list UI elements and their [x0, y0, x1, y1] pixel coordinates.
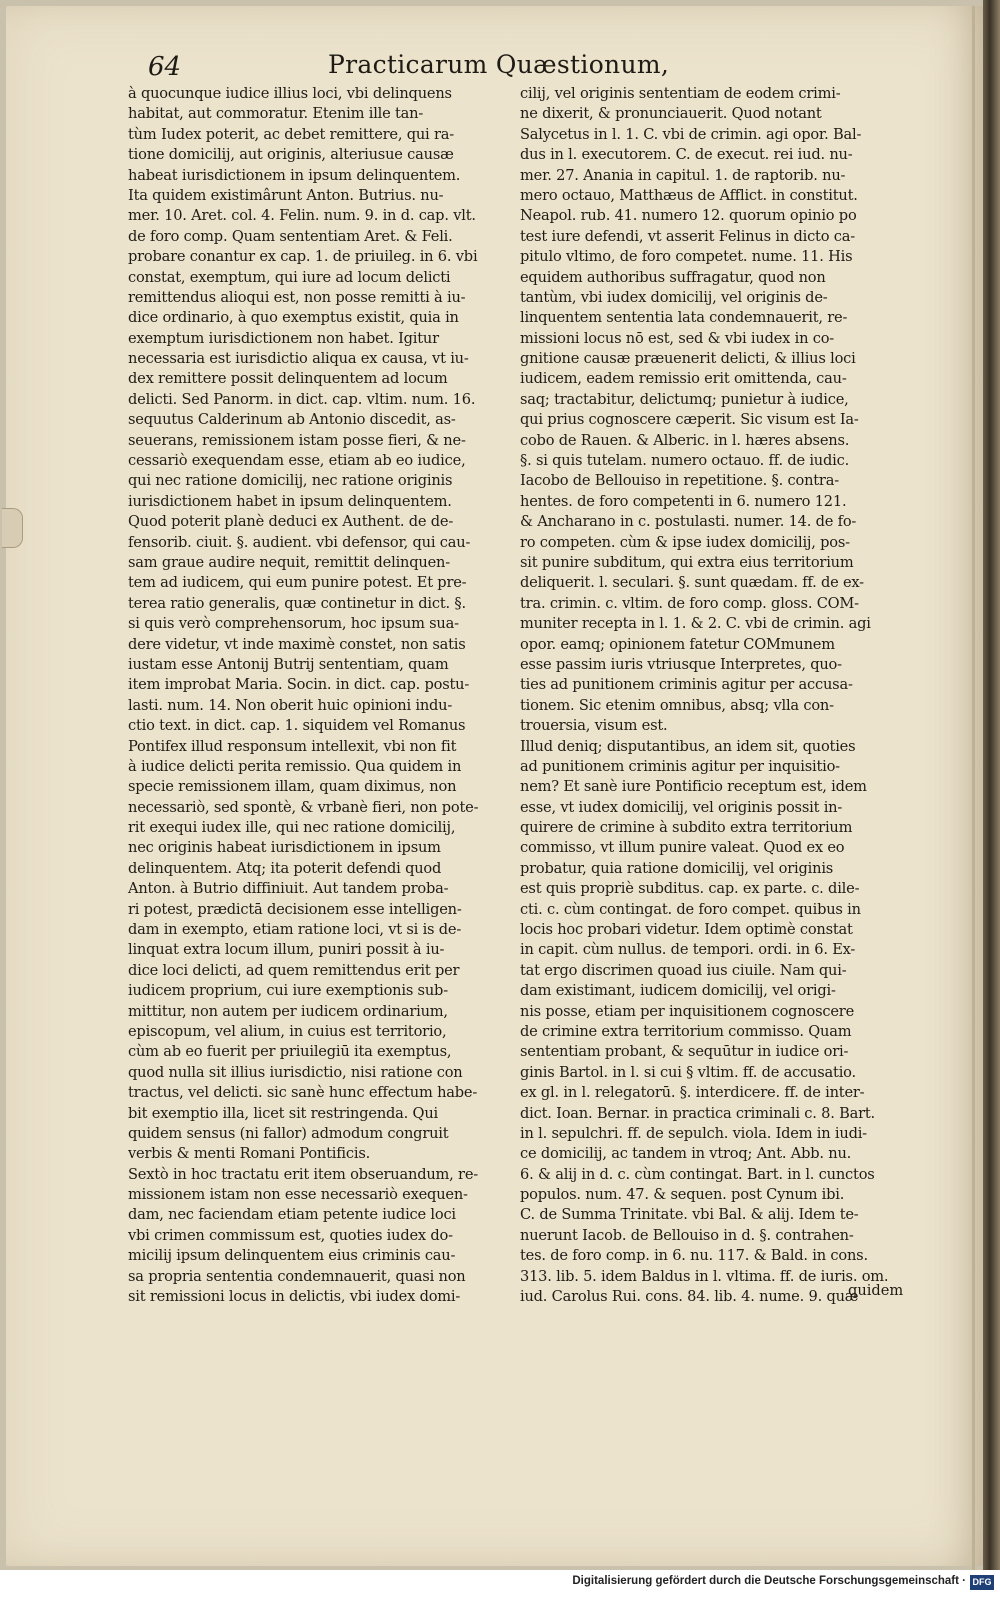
text-line: qui nec ratione domicilij, nec ratione originis	[128, 472, 453, 490]
text-line: dice ordinario, à quo exemptus existit, quia in	[128, 309, 459, 327]
text-line: iud. Carolus Rui. cons. 84. lib. 4. nume. 9. quæ	[520, 1288, 859, 1306]
text-line: §. si quis tutelam. numero octauo. ff. de iudic.	[520, 452, 850, 470]
text-line: commisso, vt illum punire valeat. Quod ex eo	[520, 839, 845, 857]
text-line: Ita quidem existimârunt Anton. Butrius. nu-	[128, 186, 444, 204]
text-line: 6. & alij in d. c. cùm contingat. Bart. in l. cunctos	[520, 1165, 875, 1183]
right-text-column	[520, 84, 890, 1307]
text-line: rit exequi iudex ille, qui nec ratione domicilij,	[128, 819, 456, 837]
text-line: missionem istam non esse necessariò exequen-	[128, 1186, 468, 1204]
text-line: probatur, quia ratione domicilij, vel originis	[520, 859, 834, 877]
text-line: tra. crimin. c. vltim. de foro comp. gloss. COM-	[520, 594, 859, 612]
folio-number: 64	[148, 52, 182, 82]
text-line: mittitur, non autem per iudicem ordinarium,	[128, 1002, 448, 1020]
text-line: Salycetus in l. 1. C. vbi de crimin. agi opor. Bal-	[520, 125, 862, 143]
text-line: equidem authoribus suffragatur, quod non	[520, 268, 826, 286]
text-line: tantùm, vbi iudex domicilij, vel originis de-	[520, 288, 828, 306]
text-line: ri potest, prædictā decisionem esse intelligen-	[128, 900, 462, 918]
text-line: esse, vt iudex domicilij, vel originis possit in-	[520, 798, 843, 816]
text-line: Illud deniq; disputantibus, an idem sit, quoties	[520, 737, 856, 755]
text-line: locis hoc probari videtur. Idem optimè constat	[520, 921, 853, 939]
text-line: item improbat Maria. Socin. in dict. cap. postu-	[128, 676, 470, 694]
text-line: constat, exemptum, qui iure ad locum delicti	[128, 268, 451, 286]
running-title: Practicarum Quæstionum,	[328, 50, 670, 79]
text-line: ro competen. cùm & ipse iudex domicilij, pos-	[520, 533, 850, 551]
text-line: à iudice delicti perita remissio. Qua quidem in	[128, 757, 462, 775]
text-line: dam, nec faciendam etiam petente iudice loci	[128, 1206, 456, 1224]
text-line: sententiam probant, & sequūtur in iudice ori-	[520, 1043, 849, 1061]
text-line: tes. de foro comp. in 6. nu. 117. & Bald. in cons.	[520, 1247, 868, 1265]
left-text-column	[128, 84, 510, 1307]
text-line: dam in exempto, etiam ratione loci, vt si is de-	[128, 921, 462, 939]
text-line: iudicem proprium, cui iure exemptionis sub-	[128, 982, 448, 1000]
text-line: qui prius cognoscere cæperit. Sic visum est Ia-	[520, 411, 859, 429]
text-line: in l. sepulchri. ff. de sepulch. viola. Idem in iudi-	[520, 1124, 867, 1142]
text-line: nuerunt Iacob. de Bellouiso in d. §. contrahen-	[520, 1226, 854, 1244]
text-line: dice loci delicti, ad quem remittendus erit per	[128, 961, 460, 979]
text-line: trouersia, visum est.	[520, 717, 668, 735]
text-line: Pontifex illud responsum intellexit, vbi non fit	[128, 737, 457, 755]
text-line: & Ancharano in c. postulasti. numer. 14. de fo-	[520, 513, 857, 531]
text-line: ties ad punitionem criminis agitur per accusa-	[520, 676, 853, 694]
text-line: deliquerit. l. seculari. §. sunt quædam. ff. de ex-	[520, 574, 864, 592]
text-line: 313. lib. 5. idem Baldus in l. vltima. ff. de iuris. om.	[520, 1267, 889, 1285]
text-line: de foro comp. Quam sententiam Aret. & Feli.	[128, 227, 453, 245]
text-line: sa propria sententia condemnauerit, quasi non	[128, 1267, 466, 1285]
text-line: esse passim iuris vtriusque Interpretes, quo-	[520, 655, 842, 673]
text-line: micilij ipsum delinquentem eius criminis cau-	[128, 1247, 456, 1265]
text-line: est quis propriè subditus. cap. ex parte. c. dile-	[520, 880, 860, 898]
text-line: seuerans, remissionem istam posse fieri, & ne-	[128, 431, 466, 449]
text-line: mer. 27. Anania in capitul. 1. de raptorib. nu-	[520, 166, 846, 184]
book-gutter	[983, 0, 1000, 1570]
text-line: Anton. à Butrio diffiniuit. Aut tandem proba-	[128, 880, 449, 898]
text-line: tùm Iudex poterit, ac debet remittere, qui ra-	[128, 125, 454, 143]
text-line: fensorib. ciuit. §. audient. vbi defensor, qui cau-	[128, 533, 471, 551]
text-line: sam graue audire nequit, remittit delinquen-	[128, 553, 450, 571]
text-line: specie remissionem illam, quam diximus, non	[128, 778, 457, 796]
text-line: necessariò, sed spontè, & vrbanè fieri, non pote-	[128, 798, 479, 816]
page-edge-line	[972, 6, 975, 1576]
text-line: dict. Ioan. Bernar. in practica criminali c. 8. Bart.	[520, 1104, 875, 1122]
text-line: dus in l. executorem. C. de execut. rei iud. nu-	[520, 146, 853, 164]
text-line: remittendus alioqui est, non posse remitti à iu-	[128, 288, 466, 306]
text-line: Iacobo de Bellouiso in repetitione. §. contra-	[520, 472, 839, 490]
text-line: sit punire subditum, qui extra eius territorium	[520, 553, 854, 571]
text-line: mero octauo, Matthæus de Afflict. in constitut.	[520, 186, 858, 204]
text-line: cessariò exequendam esse, etiam ab eo iudice,	[128, 452, 466, 470]
text-line: iustam esse Antonij Butrij sententiam, quam	[128, 655, 449, 673]
text-line: ad punitionem criminis agitur per inquisitio-	[520, 757, 840, 775]
text-line: episcopum, vel alium, in cuius est territorio,	[128, 1022, 447, 1040]
text-line: tat ergo discrimen quoad ius ciuile. Nam qui-	[520, 961, 847, 979]
catchword: quidem	[848, 1282, 904, 1299]
text-line: habeat iurisdictionem in ipsum delinquentem.	[128, 166, 461, 184]
text-line: ctio text. in dict. cap. 1. siquidem vel Romanus	[128, 717, 466, 735]
footer-bar	[0, 1570, 1000, 1597]
text-line: exemptum iurisdictionem non habet. Igitur	[128, 329, 439, 347]
text-line: quirere de crimine à subdito extra territorium	[520, 819, 853, 837]
text-line: dam existimant, iudicem domicilij, vel origi-	[520, 982, 836, 1000]
text-line: sit remissioni locus in delictis, vbi iudex domi-	[128, 1288, 461, 1306]
text-line: probare conantur ex cap. 1. de priuileg. in 6. vbi	[128, 248, 478, 266]
text-line: iudicem, eadem remissio erit omittenda, cau-	[520, 370, 847, 388]
text-line: bit exemptio illa, licet sit restringenda. Qui	[128, 1104, 438, 1122]
funding-credit: Digitalisierung gefördert durch die Deutsche Forschungsgemeinschaft ·	[572, 1575, 966, 1587]
text-line: tione domicilij, aut originis, alteriusue causæ	[128, 146, 454, 164]
text-line: cùm ab eo fuerit per priuilegiū ita exemptus,	[128, 1043, 452, 1061]
text-line: nis posse, etiam per inquisitionem cognoscere	[520, 1002, 855, 1020]
text-line: pitulo vltimo, de foro competet. nume. 11. His	[520, 248, 853, 266]
text-line: ce domicilij, ac tandem in vtroq; Ant. Abb. nu.	[520, 1145, 852, 1163]
text-line: populos. num. 47. & sequen. post Cynum ibi.	[520, 1186, 845, 1204]
text-line: lasti. num. 14. Non oberit huic opinioni indu-	[128, 696, 453, 714]
text-line: si quis verò comprehensorum, hoc ipsum sua-	[128, 615, 459, 633]
text-line: habitat, aut commoratur. Etenim ille tan-	[128, 105, 424, 123]
text-line: sequutus Calderinum ab Antonio discedit, as-	[128, 411, 456, 429]
text-line: opor. eamq; opinionem fatetur COMmunem	[520, 635, 835, 653]
text-line: cilij, vel originis sententiam de eodem crimi-	[520, 85, 841, 102]
text-line: gnitione causæ præuenerit delicti, & illius loci	[520, 350, 856, 368]
text-line: tem ad iudicem, qui eum punire potest. Et pre-	[128, 574, 467, 592]
text-line: iurisdictionem habet in ipsum delinquentem.	[128, 492, 452, 510]
text-line: saq; tractabitur, delictumq; punietur à iudice,	[520, 390, 849, 408]
text-line: C. de Summa Trinitate. vbi Bal. & alij. Idem te-	[520, 1206, 859, 1224]
text-line: cobo de Rauen. & Alberic. in l. hæres absens.	[520, 431, 850, 449]
text-line: ne dixerit, & pronunciauerit. Quod notant	[520, 105, 822, 123]
text-line: delinquentem. Atq; ita poterit defendi quod	[128, 859, 442, 877]
text-line: ginis Bartol. in l. si cui § vltim. ff. de accusatio.	[520, 1063, 856, 1081]
text-line: ex gl. in l. relegatorū. §. interdicere. ff. de inter-	[520, 1084, 865, 1102]
text-line: Quod poterit planè deduci ex Authent. de de-	[128, 513, 454, 531]
text-line: quidem sensus (ni fallor) admodum congruit	[128, 1124, 449, 1142]
text-line: cti. c. cùm contingat. de foro compet. quibus in	[520, 900, 861, 918]
text-line: Neapol. rub. 41. numero 12. quorum opinio po	[520, 207, 857, 225]
text-line: missioni locus nō est, sed & vbi iudex in co-	[520, 329, 835, 347]
text-line: Sextò in hoc tractatu erit item obseruandum, re-	[128, 1165, 478, 1183]
text-line: linquentem sententia lata condemnauerit, re-	[520, 309, 848, 327]
text-line: muniter recepta in l. 1. & 2. C. vbi de crimin. agi	[520, 615, 871, 633]
text-line: mer. 10. Aret. col. 4. Felin. num. 9. in d. cap. vlt.	[128, 207, 476, 225]
text-line: tionem. Sic etenim omnibus, absq; vlla con-	[520, 696, 834, 714]
text-line: nem? Et sanè iure Pontificio receptum est, idem	[520, 778, 867, 796]
text-line: tractus, vel delicti. sic sanè hunc effectum habe-	[128, 1084, 478, 1102]
text-line: terea ratio generalis, quæ continetur in dict. §.	[128, 594, 466, 612]
text-line: de crimine extra territorium commisso. Quam	[520, 1022, 852, 1040]
text-line: hentes. de foro competenti in 6. numero 121.	[520, 492, 847, 510]
text-line: dere videtur, vt inde maximè constet, non satis	[128, 635, 466, 653]
paper-tab	[2, 508, 23, 548]
text-line: quod nulla sit illius iurisdictio, nisi ratione con	[128, 1063, 463, 1081]
text-line: in capit. cùm nullus. de tempori. ordi. in 6. Ex-	[520, 941, 856, 959]
text-line: nec originis habeat iurisdictionem in ipsum	[128, 839, 441, 857]
text-line: test iure defendi, vt asserit Felinus in dicto ca-	[520, 227, 855, 245]
text-line: dex remittere possit delinquentem ad locum	[128, 370, 448, 388]
text-line: verbis & menti Romani Pontificis.	[128, 1145, 371, 1163]
text-line: à quocunque iudice illius loci, vbi delinquens	[128, 85, 452, 102]
text-line: vbi crimen commissum est, quoties iudex do-	[128, 1226, 453, 1244]
dfg-logo-icon: DFG	[970, 1575, 994, 1590]
text-line: necessaria est iurisdictio aliqua ex causa, vt iu-	[128, 350, 469, 368]
text-line: delicti. Sed Panorm. in dict. cap. vltim. num. 16.	[128, 390, 476, 408]
text-line: linquat extra locum illum, puniri possit à iu-	[128, 941, 445, 959]
